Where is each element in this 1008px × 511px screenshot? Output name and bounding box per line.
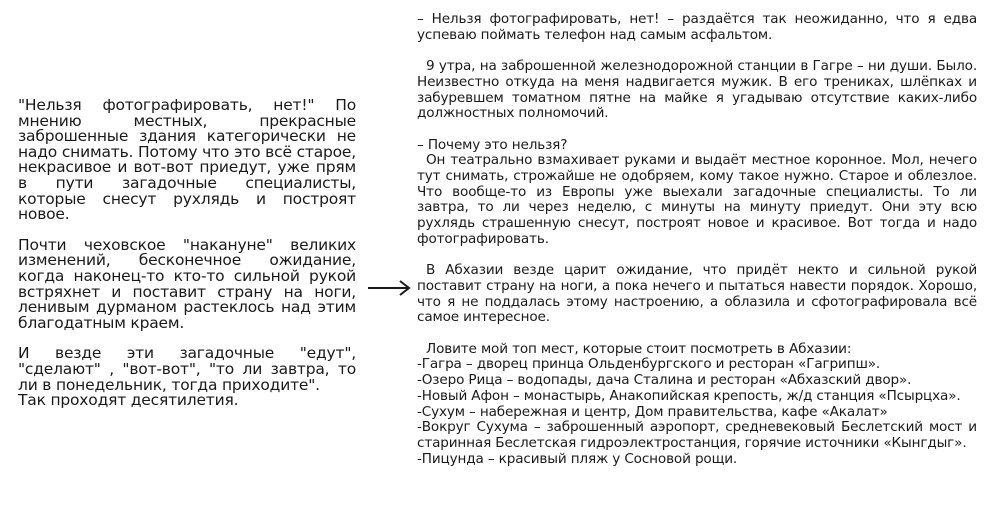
left-paragraph-2: Почти чеховское "накануне" великих изменений, бесконечное ожидание, когда наконец-то кто-то сильной рукой встряхнет и поставит страну на ноги, ленивым дурманом растеклось над этим благодатным краем. — [18, 235, 356, 332]
list-item: -Пицунда – красивый пляж у Сосновой рощи. — [417, 450, 738, 467]
left-paragraph-1: "Нельзя фотографировать, нет!" По мнению местных, прекрасные заброшенные здания категорически не надо снимать. Потому что это всё старое, некрасивое и вот-вот приедут, уже прям в пути загадочные специалисты, которые снесут рухлядь и построят новое. — [18, 96, 356, 224]
list-item: -Сухум – набережная и центр, Дом правительства, кафе «Акалат» — [417, 403, 888, 420]
right-arrow-icon — [366, 278, 412, 298]
places-list — [417, 342, 977, 468]
left-column — [18, 98, 356, 424]
list-item: -Вокруг Сухума – заброшенный аэропорт, средневековый Беслетский мост и старинная Беслетская гидроэлектростанция, горячие источники «Кынгдыг». — [417, 419, 977, 451]
right-column — [417, 12, 977, 467]
left-closing-line: Так проходят десятилетия. — [18, 391, 239, 410]
list-intro: Ловите мой топ мест, которые стоит посмотреть в Абхазии: — [426, 340, 852, 357]
left-paragraph-3: И везде эти загадочные "едут", "сделают" , "вот-вот", "то ли завтра, то ли в понедельник, тогда приходите". — [18, 344, 356, 394]
right-question-line: – Почему это нельзя? — [417, 136, 568, 153]
right-paragraph-abkhazia: В Абхазии везде царит ожидание, что придёт некто и сильной рукой поставит страну на ноги, а пока нечего и пытаться навести порядок. Хорошо, что я не поддалась этому настроению, а облазила и сфотографировала всё самое интересное. — [417, 262, 977, 326]
right-paragraph-question-block — [417, 138, 977, 248]
right-answer-text: Он театрально взмахивает руками и выдаёт местное коронное. Мол, нечего тут снимать, строжайше не одобряем, кому такое нужно. Старое и облезлое. Что вообще-то из Европы уже выехали загадочные специалисты. То ли завтра, то ли через неделю, с минуты на минуту приедут. Они эту всю рухлядь страшенную снесут, построят новое и красивое. Вот тогда и надо фотографировать. — [417, 152, 977, 247]
right-paragraph-station: 9 утра, на заброшенной железнодорожной станции в Гагре – ни души. Было. Неизвестно откуда на меня надвигается мужик. В его трениках, шлёпках и забуревшем томатном пятне на майке я угадываю отсутствие каких-либо должностных полномочий. — [417, 58, 977, 122]
list-item: -Новый Афон – монастырь, Анакопийская крепость, ж/д станция «Псырцха». — [417, 387, 961, 404]
list-item: -Гагра – дворец принца Ольденбургского и ресторан «Гагрипш». — [417, 356, 881, 373]
list-item: -Озеро Рица – водопады, дача Сталина и ресторан «Абхазский двор». — [417, 372, 912, 389]
right-paragraph-dialogue: – Нельзя фотографировать, нет! – раздаётся так неожиданно, что я едва успеваю поймать телефон над самым асфальтом. — [417, 11, 977, 43]
